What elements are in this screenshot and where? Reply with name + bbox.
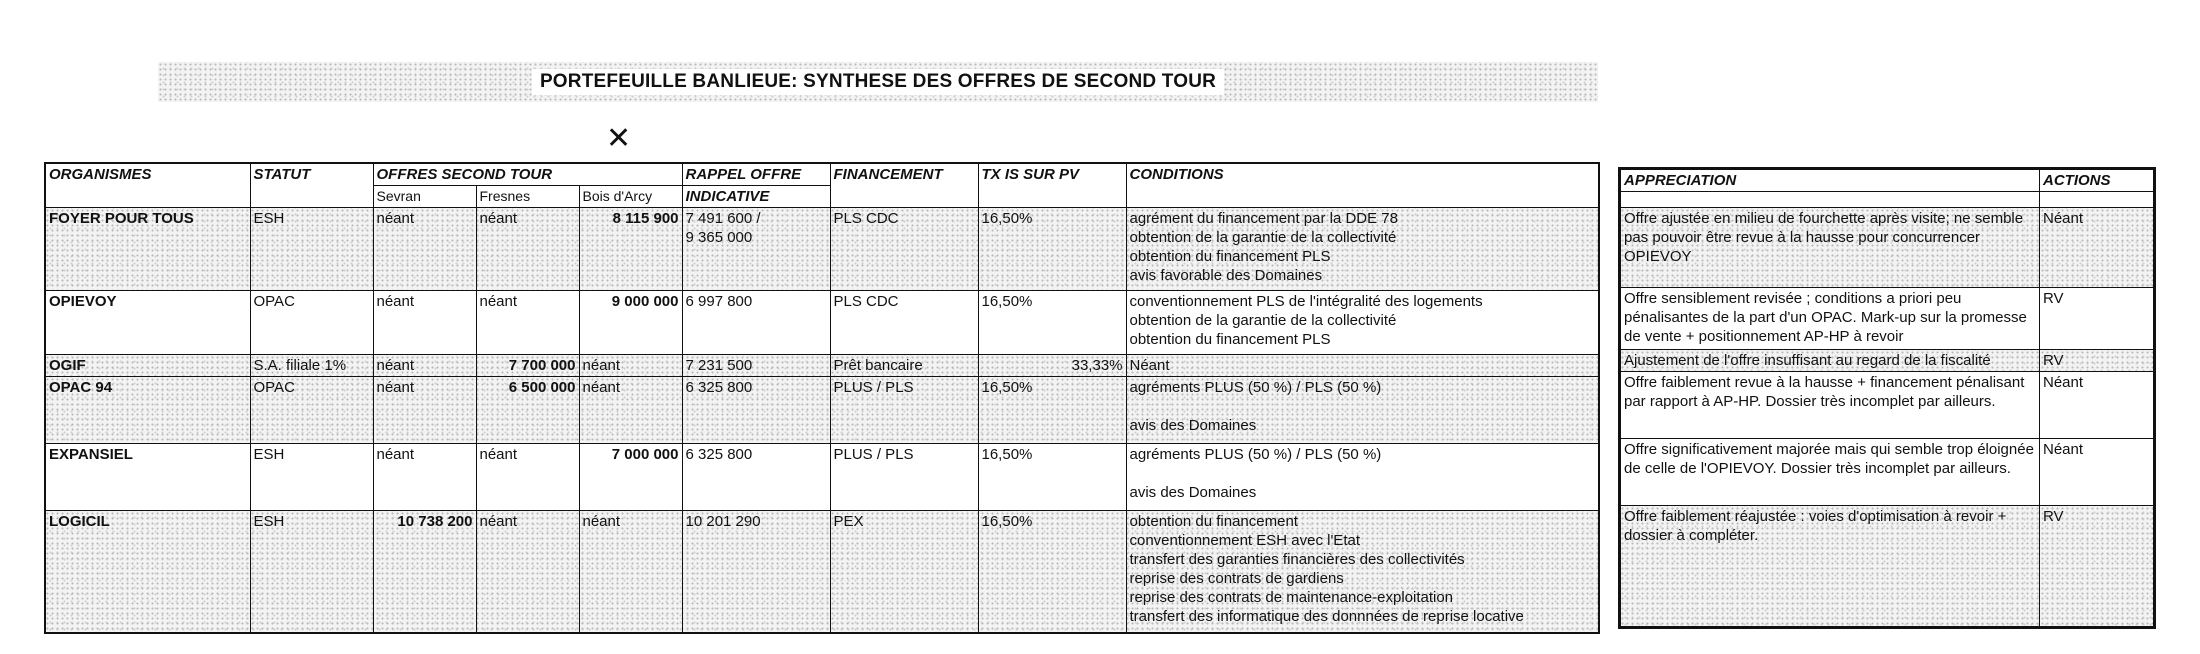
header-actions: ACTIONS [2040,169,2155,192]
cell-rappel: 6 997 800 [682,291,830,355]
cell-statut: ESH [250,511,373,633]
header-organismes: ORGANISMES [45,163,250,208]
cell-rappel: 6 325 800 [682,444,830,511]
table-row [1620,288,2155,350]
table-row [45,355,1599,377]
cell-action: Néant [2040,208,2155,288]
cell-statut: ESH [250,444,373,511]
cell-org: OPAC 94 [45,377,250,444]
cell-appreciation: Offre ajustée en milieu de fourchette après visite; ne semble pas pouvoir être revue à la hausse pour concurrencer OPIEVOY [1620,208,2040,288]
cell-action: Néant [2040,372,2155,439]
cell-conditions: Néant [1126,355,1599,377]
cell-financement: PLS CDC [830,208,978,291]
header-sevran: Sevran [373,186,476,208]
offers-table [44,162,1600,634]
close-icon: ✕ [606,122,632,155]
cell-sevran: néant [373,355,476,377]
cell-appreciation: Offre faiblement réajustée : voies d'optimisation à revoir + dossier à compléter. [1620,506,2040,628]
cell-bois: 7 000 000 [579,444,682,511]
header-statut: STATUT [250,163,373,208]
header-financement: FINANCEMENT [830,163,978,208]
cell-fresnes: néant [476,511,579,633]
table-row [1620,506,2155,628]
cell-conditions: conventionnement PLS de l'intégralité des logements obtention de la garantie de la collectivité obtention du financement PLS [1126,291,1599,355]
table-row [1620,439,2155,506]
cell-statut: OPAC [250,377,373,444]
header-fresnes: Fresnes [476,186,579,208]
cell-appreciation: Offre faiblement revue à la hausse + financement pénalisant par rapport à AP-HP. Dossier très incomplet par ailleurs. [1620,372,2040,439]
cell-fresnes: néant [476,208,579,291]
cell-bois: 8 115 900 [579,208,682,291]
title-band [158,62,1598,102]
cell-appreciation: Ajustement de l'offre insuffisant au regard de la fiscalité [1620,350,2040,372]
cell-fresnes: néant [476,291,579,355]
table-row [1620,208,2155,288]
table-row [1620,372,2155,439]
cell-conditions: agréments PLUS (50 %) / PLS (50 %) avis des Domaines [1126,444,1599,511]
cell-action: RV [2040,288,2155,350]
cell-bois: néant [579,511,682,633]
cell-tx: 16,50% [978,291,1126,355]
cell-statut: ESH [250,208,373,291]
cell-rappel: 7 231 500 [682,355,830,377]
cell-sevran: néant [373,208,476,291]
table-row [45,444,1599,511]
table-row [1620,350,2155,372]
cell-statut: S.A. filiale 1% [250,355,373,377]
cell-financement: PLS CDC [830,291,978,355]
cell-conditions: agréments PLUS (50 %) / PLS (50 %) avis des Domaines [1126,377,1599,444]
cell-org: FOYER POUR TOUS [45,208,250,291]
header-indicative: INDICATIVE [682,186,830,208]
cell-org: OGIF [45,355,250,377]
cell-financement: PLUS / PLS [830,444,978,511]
cell-sevran: néant [373,291,476,355]
cell-fresnes: néant [476,444,579,511]
cell-conditions: obtention du financement conventionnement ESH avec l'Etat transfert des garanties financières des collectivités reprise des contrats de gardiens reprise des contrats de maintenance-exploitation transfert des informatique des donnnées de reprise locative [1126,511,1599,633]
cell-fresnes: 7 700 000 [476,355,579,377]
page-title: PORTEFEUILLE BANLIEUE: SYNTHESE DES OFFRES DE SECOND TOUR [532,69,1224,95]
table-row [45,377,1599,444]
cell-sevran: néant [373,377,476,444]
spacer-cell [2040,192,2155,208]
table-row [45,208,1599,291]
cell-tx: 16,50% [978,377,1126,444]
cell-fresnes: 6 500 000 [476,377,579,444]
cell-sevran: 10 738 200 [373,511,476,633]
table-row [45,511,1599,633]
cell-bois: 9 000 000 [579,291,682,355]
cell-org: LOGICIL [45,511,250,633]
header-conditions: CONDITIONS [1126,163,1599,208]
cell-bois: néant [579,377,682,444]
cell-sevran: néant [373,444,476,511]
cell-financement: PLUS / PLS [830,377,978,444]
header-offres: OFFRES SECOND TOUR [373,163,682,186]
header-tx: TX IS SUR PV [978,163,1126,208]
header-appreciation: APPRECIATION [1620,169,2040,192]
cell-tx: 16,50% [978,444,1126,511]
cell-action: RV [2040,506,2155,628]
cell-financement: Prêt bancaire [830,355,978,377]
cell-rappel: 7 491 600 / 9 365 000 [682,208,830,291]
cell-conditions: agrément du financement par la DDE 78 obtention de la garantie de la collectivité obtention du financement PLS avis favorable des Domaines [1126,208,1599,291]
cell-rappel: 6 325 800 [682,377,830,444]
cell-appreciation: Offre sensiblement revisée ; conditions a priori peu pénalisantes de la part d'un OPAC. Mark-up sur la promesse de vente + positionnement AP-HP à revoir [1620,288,2040,350]
cell-org: OPIEVOY [45,291,250,355]
spacer-cell [1620,192,2040,208]
cell-bois: néant [579,355,682,377]
cell-financement: PEX [830,511,978,633]
cell-org: EXPANSIEL [45,444,250,511]
cell-tx: 33,33% [978,355,1126,377]
table-row [45,291,1599,355]
cell-action: RV [2040,350,2155,372]
header-boisdarcy: Bois d'Arcy [579,186,682,208]
cell-tx: 16,50% [978,208,1126,291]
cell-rappel: 10 201 290 [682,511,830,633]
cell-tx: 16,50% [978,511,1126,633]
cell-action: Néant [2040,439,2155,506]
header-rappel: RAPPEL OFFRE [682,163,830,186]
appreciation-table [1618,167,2156,629]
cell-statut: OPAC [250,291,373,355]
cell-appreciation: Offre significativement majorée mais qui semble trop éloignée de celle de l'OPIEVOY. Dossier très incomplet par ailleurs. [1620,439,2040,506]
